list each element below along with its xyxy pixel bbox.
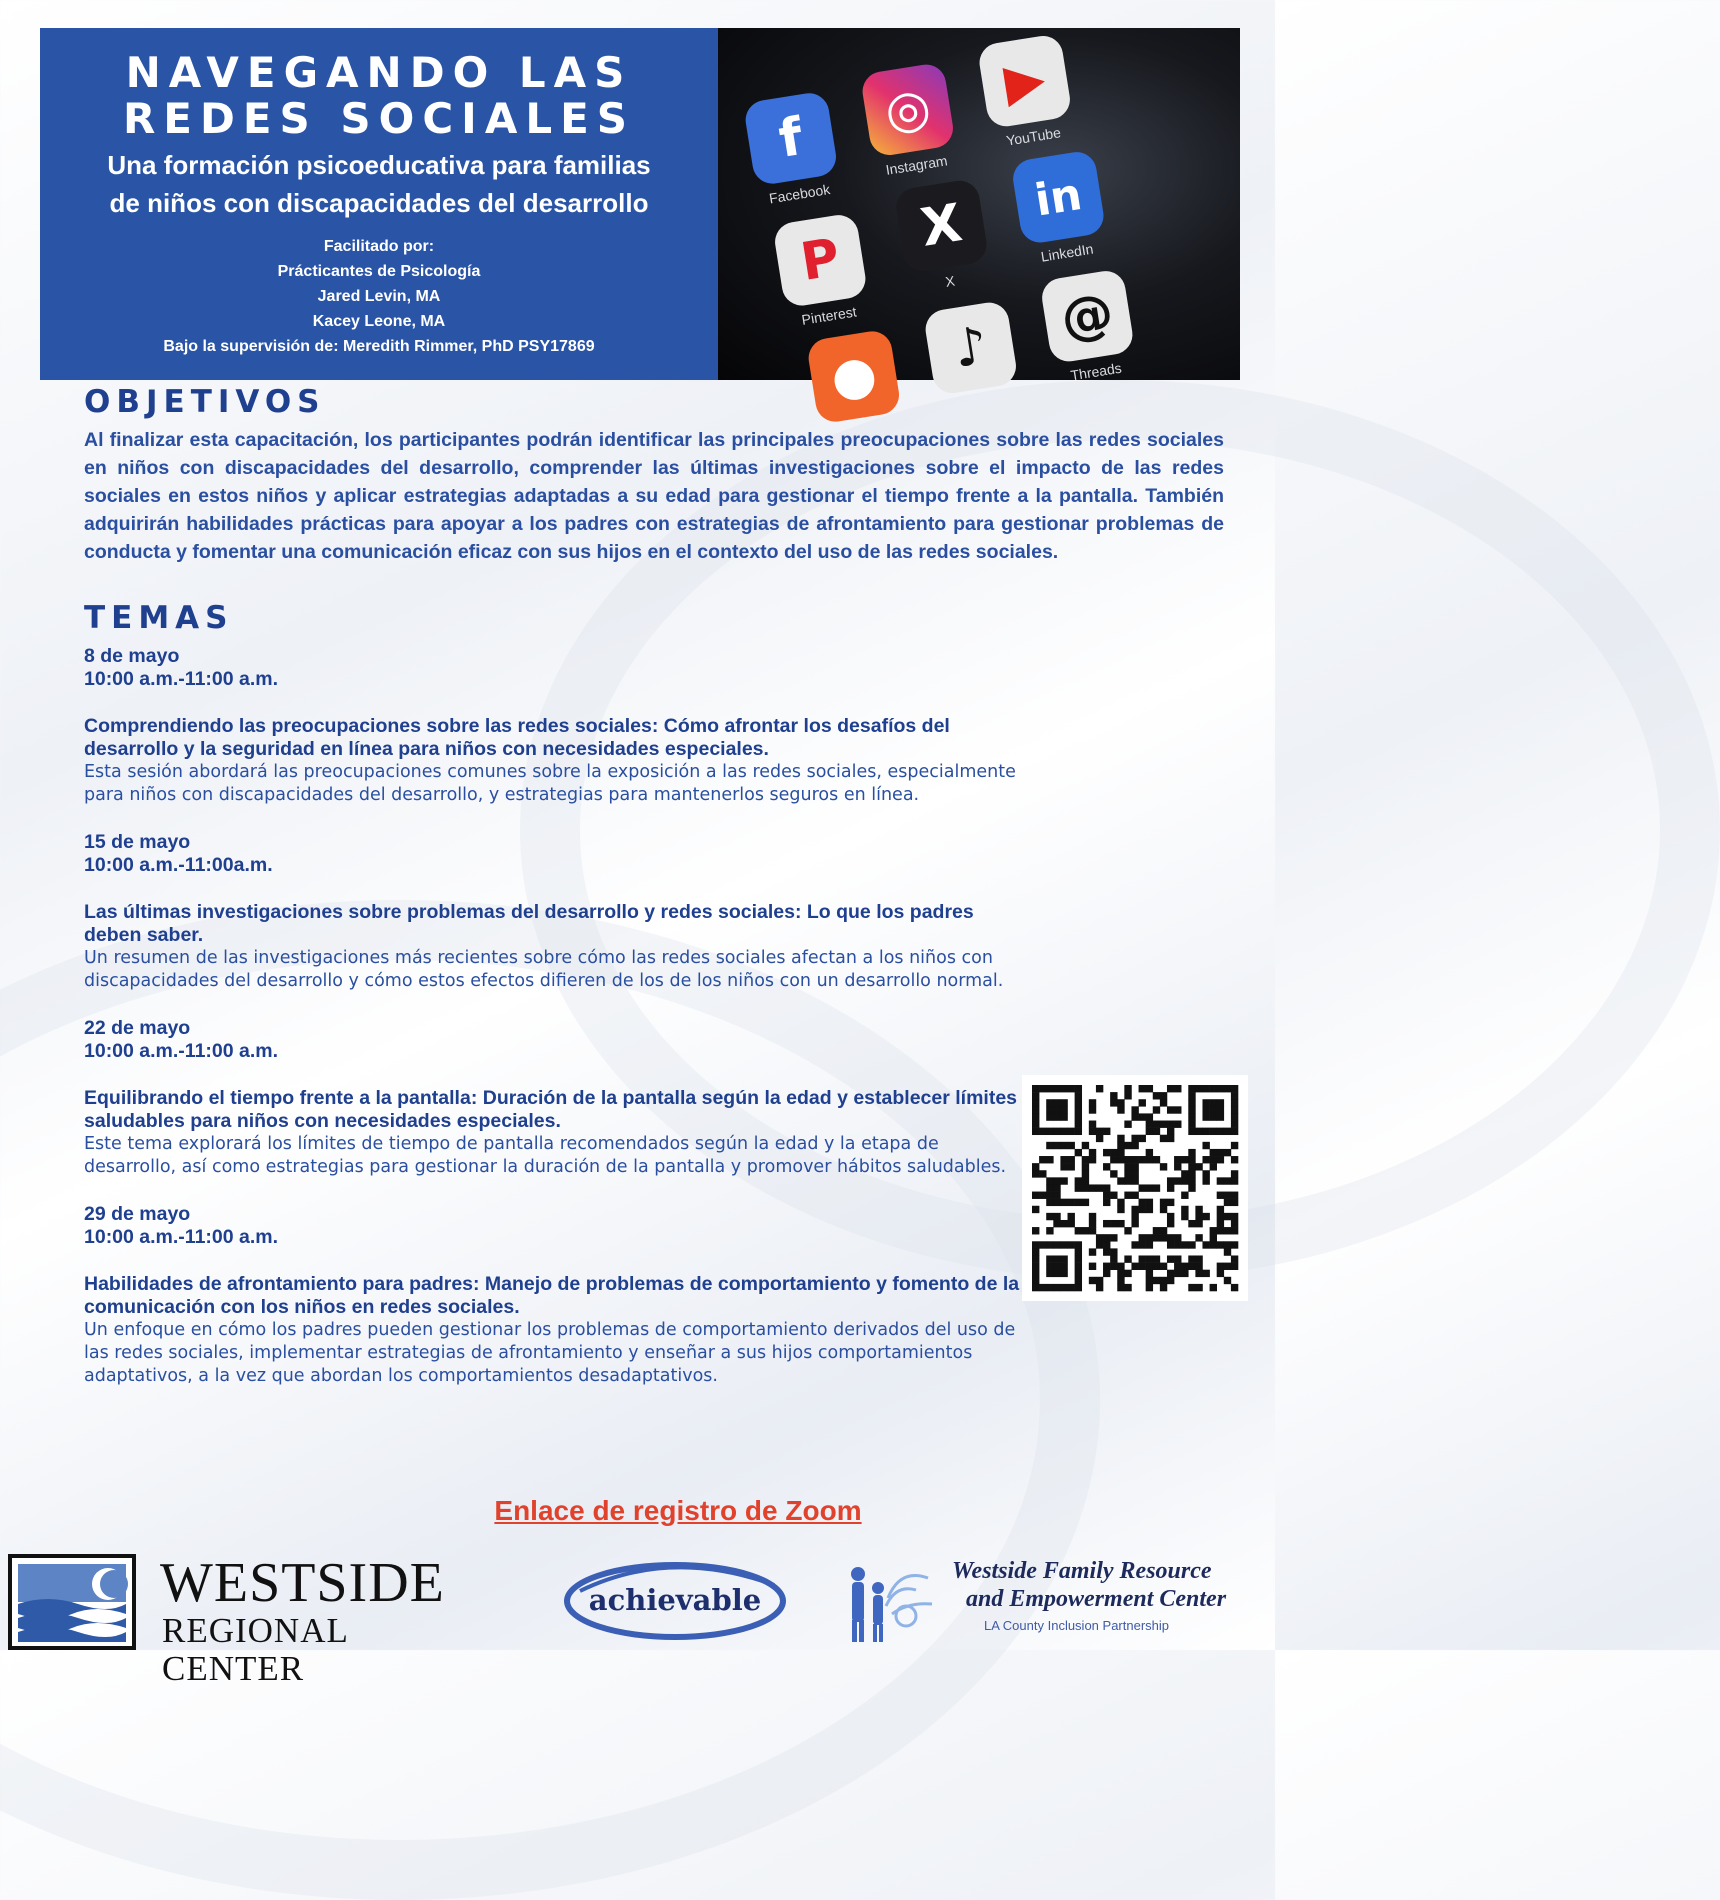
page-title [40,28,718,142]
session-heading: Habilidades de afrontamiento para padres: Manejo de problemas de comportamiento y fomento de la comunicación con los niños en redes sociales. [84,1273,1020,1318]
westside-name: WESTSIDE [160,1552,445,1614]
title-line-1: NAVEGANDO LAS [125,48,633,97]
facilitator-role: Prácticantes de Psicología [277,263,481,280]
objectives-heading: OBJETIVOS [84,384,326,420]
achievable-logo [560,1555,790,1643]
westside-family-resource-logo [836,1552,1256,1648]
qr-code-icon[interactable] [1022,1075,1248,1301]
session-description: Un resumen de las investigaciones más recientes sobre cómo las redes sociales afectan a los niños con discapacidades del desarrollo y cómo estos efectos difieren de los de los niños con un desarrollo normal. [84,948,1004,991]
session-time: 10:00 a.m.-11:00 a.m. [84,1226,279,1248]
facilitator-name: Kacey Leone, MA [312,313,446,330]
app-label: Pinterest [800,303,858,328]
session-date: 29 de mayo [84,1203,191,1225]
regional-center-name: REGIONAL CENTER [162,1611,348,1688]
app-label: LinkedIn [1039,240,1095,265]
app-label: X [944,272,956,290]
topics-heading: TEMAS [84,600,234,636]
westside-wave-icon [8,1554,136,1650]
app-x-icon [889,177,996,296]
subtitle-line-1: Una formación psicoeducativa para familias [107,150,651,180]
instagram-icon: ◎ [860,62,956,158]
subtitle [40,146,718,222]
achievable-name: achievable [588,1583,762,1617]
x-icon: X [893,178,989,274]
session-heading: Comprendiendo las preocupaciones sobre las redes sociales: Cómo afrontar los desafíos del desarrollo y la seguridad en línea para niños con necesidades especiales. [84,715,950,760]
wfrec-tagline: LA County Inclusion Partnership [984,1618,1169,1633]
facilitators-block [40,234,718,359]
app-label: Threads [1069,359,1123,384]
session-description: Esta sesión abordará las preocupaciones comunes sobre la exposición a las redes sociales, especialmente para niños con discapacidades del desarrollo, y estrategias para mantenerlos seguros en línea. [84,762,1016,805]
app-youtube-icon [973,32,1080,151]
facebook-icon: f [743,90,839,186]
westside-regional-center-logo [8,1552,498,1688]
facilitator-name: Jared Levin, MA [317,288,441,305]
app-linkedin-icon [1006,149,1113,268]
session-date: 15 de mayo [84,831,191,853]
reddit-icon: ● [806,328,902,424]
session-item [84,1017,1034,1179]
social-media-apps-photo [718,28,1240,410]
wfrec-name-line-2: and Empowerment Center [966,1586,1227,1612]
session-item [84,645,1034,807]
objectives-text: Al finalizar esta capacitación, los participantes podrán identificar las principales preocupaciones sobre las redes sociales en niños con discapacidades del desarrollo, comprender las últimas investigaciones sobre el impacto de las redes sociales en estos niños y aplicar estrategias adaptadas a su edad para gestionar el tiempo frente a la pantalla. También adquirirán habilidades prácticas para apoyar a los padres con estrategias de afrontamiento para gestionar problemas de conducta y fomentar una comunicación eficaz con sus hijos en el contexto del uso de las redes sociales. [84,429,1224,563]
app-pinterest-icon [768,212,875,331]
app-label: Instagram [884,152,949,178]
supervisor-line: Bajo la supervisión de: Meredith Rimmer, PhD PSY17869 [163,338,595,355]
topics-list [84,645,1034,1412]
youtube-icon: ▶ [977,33,1073,129]
facilitated-by-label: Facilitado por: [323,238,435,255]
session-description: Este tema explorará los límites de tiempo de pantalla recomendados según la edad y la etapa de desarrollo, así como estrategias para gestionar la duración de la pantalla y promover hábitos saludables. [84,1134,1007,1177]
app-label: YouTube [1005,124,1062,149]
session-time: 10:00 a.m.-11:00a.m. [84,854,273,876]
app-label: Facebook [767,181,832,207]
session-date: 22 de mayo [84,1017,191,1039]
app-facebook-icon [739,90,846,209]
title-line-2: REDES SOCIALES [122,94,636,143]
pinterest-icon: P [772,212,868,308]
session-time: 10:00 a.m.-11:00 a.m. [84,1040,279,1062]
session-date: 8 de mayo [84,645,180,667]
header-panel [40,28,718,380]
session-time: 10:00 a.m.-11:00 a.m. [84,668,279,690]
app-instagram-icon [856,61,963,180]
session-description: Un enfoque en cómo los padres pueden gestionar los problemas de comportamiento derivados del uso de las redes sociales, implementar estrategias de afrontamiento y enseñar a sus hijos comportamientos adaptativos, a la vez que abordan los comportamientos desadaptativos. [84,1320,1016,1386]
threads-icon: @ [1039,268,1135,364]
app-reddit-icon [802,328,907,431]
session-heading: Equilibrando el tiempo frente a la pantalla: Duración de la pantalla según la edad y establecer límites saludables para niños con necesidades especiales. [84,1087,1018,1132]
app-icon-grid [693,0,1264,419]
session-item [84,831,1034,993]
session-item [84,1203,1034,1388]
tiktok-icon: ♪ [923,300,1019,396]
zoom-registration-link[interactable]: Enlace de registro de Zoom [494,1495,862,1526]
app-threads-icon [1035,268,1142,387]
session-heading: Las últimas investigaciones sobre problemas del desarrollo y redes sociales: Lo que los padres deben saber. [84,901,974,946]
wfrec-name-line-1: Westside Family Resource [952,1558,1212,1584]
family-figures-icon [836,1554,946,1646]
qr-code-graphic [1032,1085,1238,1291]
app-tiktok-icon [919,299,1024,402]
linkedin-icon: in [1010,149,1106,245]
subtitle-line-2: de niños con discapacidades del desarrollo [109,188,649,218]
